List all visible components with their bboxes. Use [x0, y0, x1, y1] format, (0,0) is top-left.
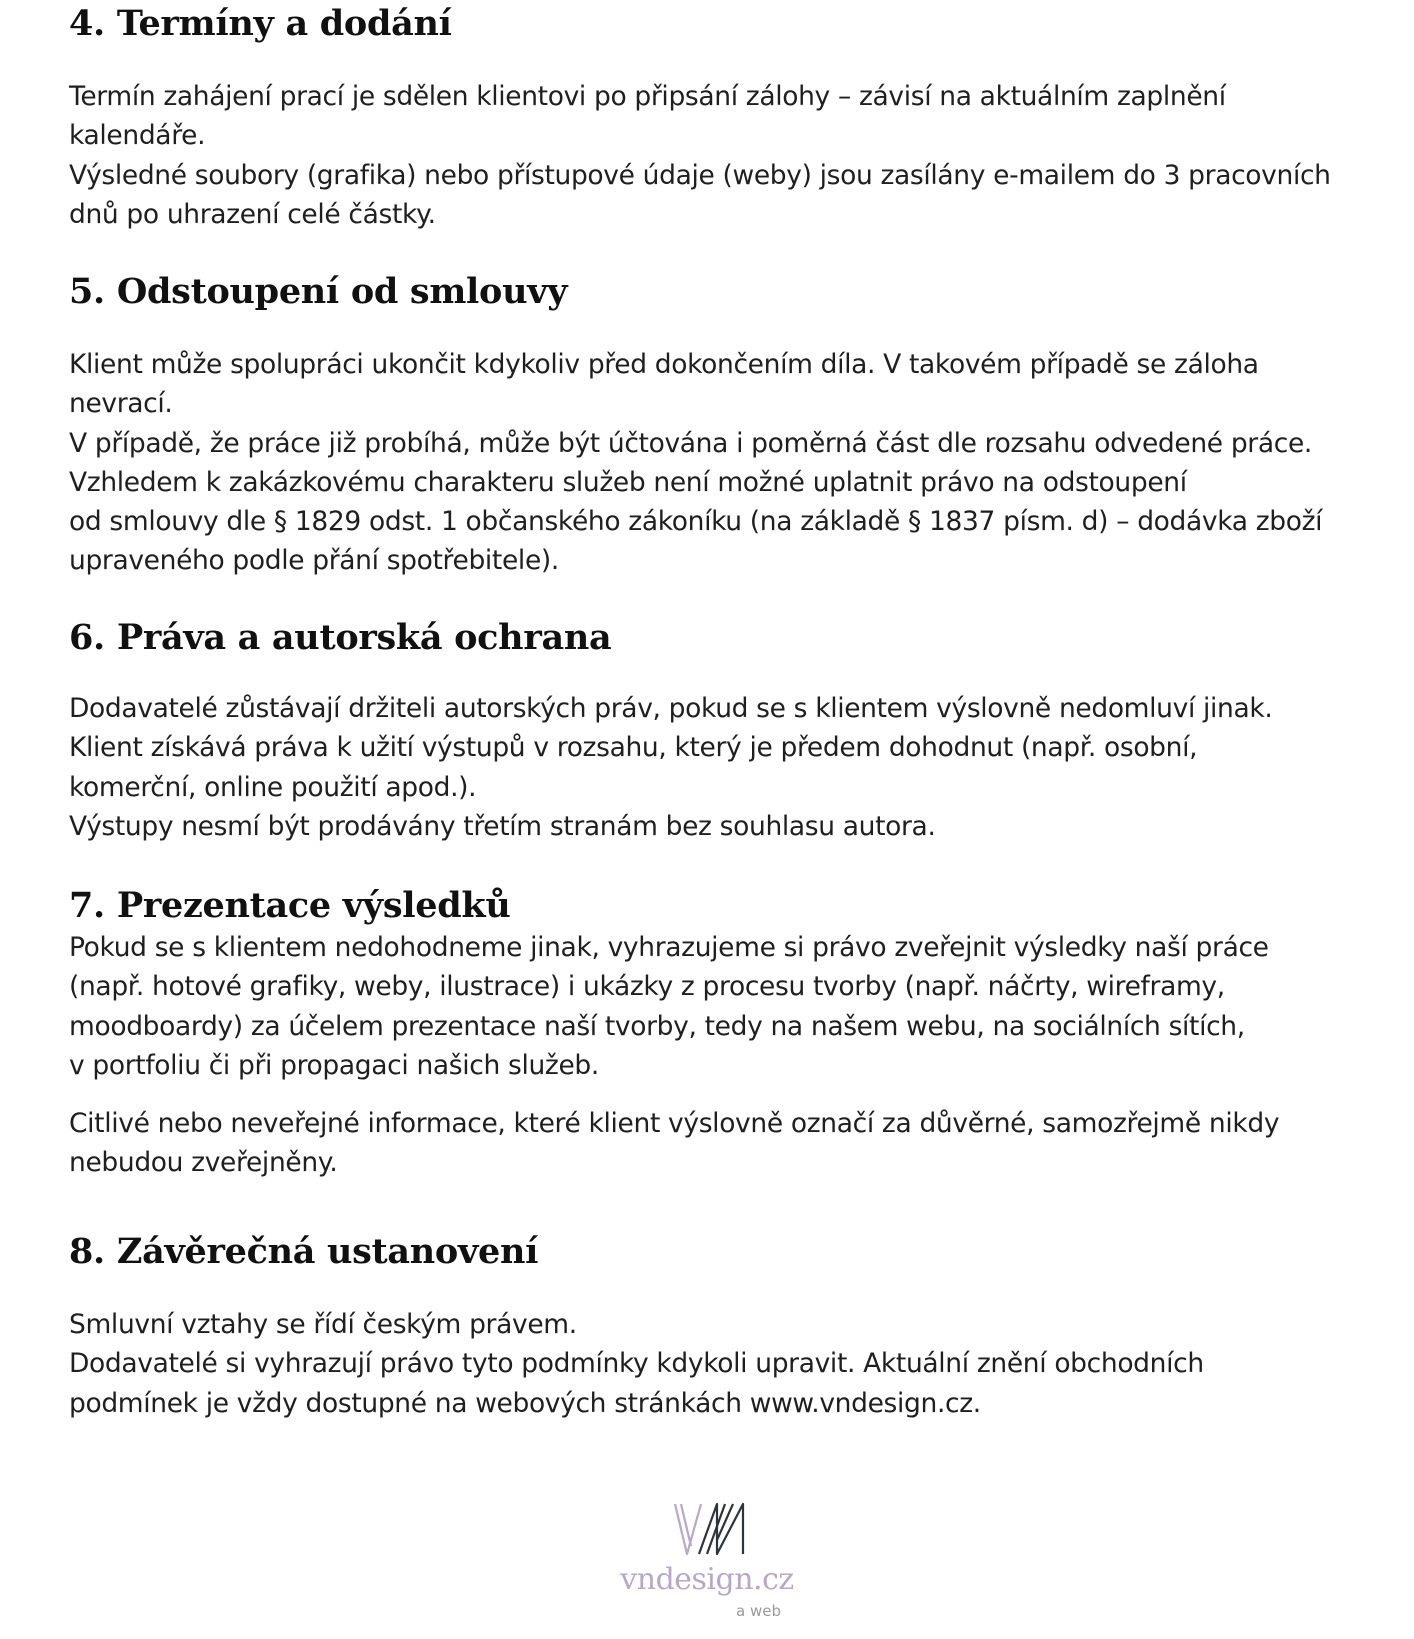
- section-body: [69, 1305, 1359, 1423]
- section-final-provisions: [69, 1230, 1359, 1423]
- text-line: od smlouvy dle § 1829 odst. 1 občanského zákoníku (na základě § 1837 písm. d) – dodávka zboží: [69, 506, 1323, 538]
- section-heading: 7. Prezentace výsledků: [69, 885, 511, 926]
- section-heading: 8. Závěrečná ustanovení: [69, 1231, 539, 1272]
- text-line: Dodavatelé si vyhrazují právo tyto podmínky kdykoli upravit. Aktuální znění obchodních: [69, 1348, 1204, 1380]
- text-line: komerční, online použití apod.).: [69, 771, 477, 803]
- section-rights-copyright: [69, 616, 1359, 846]
- text-line: Citlivé nebo neveřejné informace, které klient výslovně označí za důvěrné, samozřejmě nikdy: [69, 1108, 1280, 1140]
- text-line: nebudou zveřejněny.: [69, 1147, 338, 1179]
- text-line: dnů po uhrazení celé částky.: [69, 198, 436, 230]
- text-line: nevrací.: [69, 388, 173, 420]
- text-line: Výstupy nesmí být prodávány třetím stranám bez souhlasu autora.: [69, 810, 936, 842]
- logo-subtitle: a web: [736, 1602, 781, 1620]
- section-heading: 6. Práva a autorská ochrana: [69, 617, 612, 658]
- text-line: v portfoliu či při propagaci našich služeb.: [69, 1049, 599, 1081]
- section-results-presentation: [69, 884, 1359, 1183]
- text-line: Smluvní vztahy se řídí českým právem.: [69, 1309, 577, 1340]
- section-body: [69, 928, 1359, 1183]
- text-line: Klient může spolupráci ukončit kdykoliv před dokončením díla. V takovém případě se záloha: [69, 349, 1259, 380]
- section-body: [69, 345, 1359, 581]
- text-line: Vzhledem k zakázkovému charakteru služeb není možné uplatnit právo na odstoupení: [69, 466, 1187, 498]
- text-line: podmínek je vždy dostupné na webových stránkách www.vndesign.cz.: [69, 1387, 981, 1419]
- text-line: Termín zahájení prací je sdělen klientovi po připsání zálohy – závisí na aktuálním zaplnění: [69, 81, 1226, 112]
- text-line: kalendáře.: [69, 120, 206, 152]
- text-line: (např. hotové grafiky, weby, ilustrace) i ukázky z procesu tvorby (např. náčrty, wireframy,: [69, 971, 1225, 1003]
- text-line: moodboardy) za účelem prezentace naší tvorby, tedy na našem webu, na sociálních sítích,: [69, 1010, 1245, 1042]
- logo-name: vndesign.cz: [620, 1562, 794, 1597]
- text-line: upraveného podle přání spotřebitele).: [69, 545, 559, 577]
- vn-monogram-icon: [671, 1500, 751, 1558]
- text-line: Klient získává práva k užití výstupů v rozsahu, který je předem dohodnut (např. osobní,: [69, 732, 1198, 764]
- section-heading: 5. Odstoupení od smlouvy: [69, 271, 568, 312]
- section-terms-delivery: [69, 2, 1359, 234]
- text-line: Pokud se s klientem nedohodneme jinak, vyhrazujeme si právo zveřejnit výsledky naší práce: [69, 932, 1269, 963]
- section-heading: 4. Termíny a dodání: [69, 3, 452, 44]
- footer-logo: [0, 1500, 1414, 1639]
- text-line: Dodavatelé zůstávají držiteli autorských práv, pokud se s klientem výslovně nedomluví jinak.: [69, 693, 1273, 724]
- section-body: [69, 689, 1359, 846]
- text-line: Výsledné soubory (grafika) nebo přístupové údaje (weby) jsou zasílány e-mailem do 3 pracovních: [69, 159, 1331, 191]
- section-withdrawal: [69, 270, 1359, 581]
- text-line: V případě, že práce již probíhá, může být účtována i poměrná část dle rozsahu odvedené práce.: [69, 427, 1312, 459]
- section-body: [69, 77, 1359, 234]
